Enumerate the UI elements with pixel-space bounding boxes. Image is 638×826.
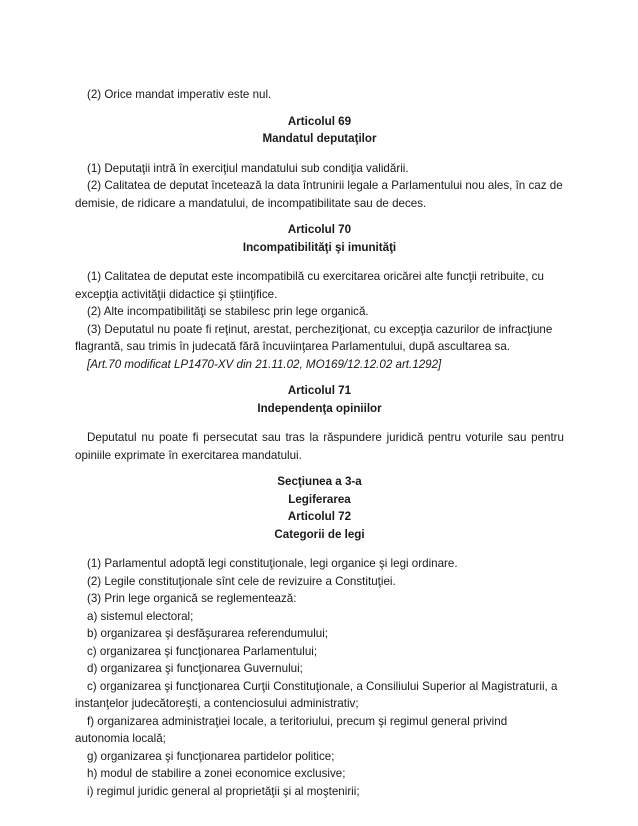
article-subtitle: Mandatul deputaţilor	[262, 132, 377, 145]
list-item: f) organizarea administraţiei locale, a teritoriului, precum şi regimul general privind autonomia locală;	[75, 714, 508, 745]
paragraph: (2) Orice mandat imperativ este nul.	[87, 88, 272, 101]
article-title: Articolul 72	[287, 510, 352, 523]
article-subtitle: Independenţa opiniilor	[257, 401, 382, 415]
paragraph: (1) Parlamentul adoptă legi constituţionale, legi organice şi legi ordinare.	[87, 557, 458, 570]
paragraph: (2) Alte incompatibilităţi se stabilesc prin lege organică.	[87, 305, 369, 318]
paragraph: (1) Deputaţii intră în exerciţiul mandatului sub condiţia validării.	[87, 161, 409, 175]
list-item: c) organizarea şi funcţionarea Parlamentului;	[87, 644, 318, 658]
article-subtitle: Incompatibilităţi şi imunităţi	[242, 240, 397, 254]
list-item: g) organizarea şi funcţionarea partidelor politice;	[87, 749, 335, 763]
article-title: Articolul 71	[287, 384, 352, 397]
paragraph: Deputatul nu poate fi persecutat sau tras la răspundere juridică pentru voturile sau pentru opiniile exprimate în exercitarea mandatului.	[75, 431, 564, 462]
list-item: b) organizarea şi desfăşurarea referendumului;	[87, 627, 329, 640]
paragraph: (1) Calitatea de deputat este incompatibilă cu exercitarea oricărei alte funcţii retribuite, cu excepţia activităţii didactice şi ştiinţifice.	[75, 270, 544, 301]
document-body	[75, 86, 564, 800]
paragraph: (3) Prin lege organică se reglementează:	[87, 592, 297, 605]
section-title: Secţiunea a 3-a	[277, 475, 362, 488]
list-item: h) modul de stabilire a zonei economice exclusive;	[87, 767, 346, 780]
paragraph: (2) Calitatea de deputat încetează la data întrunirii legale a Parlamentului nou ales, în caz de demisie, de ridicare a mandatului, de incompatibilitate sau de deces.	[75, 179, 563, 210]
paragraph: (3) Deputatul nu poate fi reţinut, arestat, percheziţionat, cu excepţia cazurilor de infracţiune flagrantă, sau trimis în judecată fără încuviinţarea Parlamentului, după ascultarea sa.	[75, 322, 553, 353]
paragraph: (2) Legile constituţionale sînt cele de revizuire a Constituţiei.	[87, 574, 396, 588]
list-item: d) organizarea şi funcţionarea Guvernului;	[87, 662, 303, 675]
list-item: a) sistemul electoral;	[87, 609, 194, 623]
list-item: c) organizarea şi funcţionarea Curţii Constituţionale, a Consiliului Superior al Magistraturii, a instanţelor judecătoreşti, a contenciosului administrativ;	[75, 679, 558, 710]
section-subtitle: Legiferarea	[288, 492, 351, 506]
amendment-note: [Art.70 modificat LP1470-XV din 21.11.02, MO169/12.12.02 art.1292]	[87, 357, 442, 371]
article-title: Articolul 70	[287, 223, 352, 236]
article-subtitle: Categorii de legi	[274, 527, 365, 541]
article-title: Articolul 69	[287, 114, 352, 128]
list-item: i) regimul juridic general al proprietăţii şi al moştenirii;	[87, 784, 360, 798]
